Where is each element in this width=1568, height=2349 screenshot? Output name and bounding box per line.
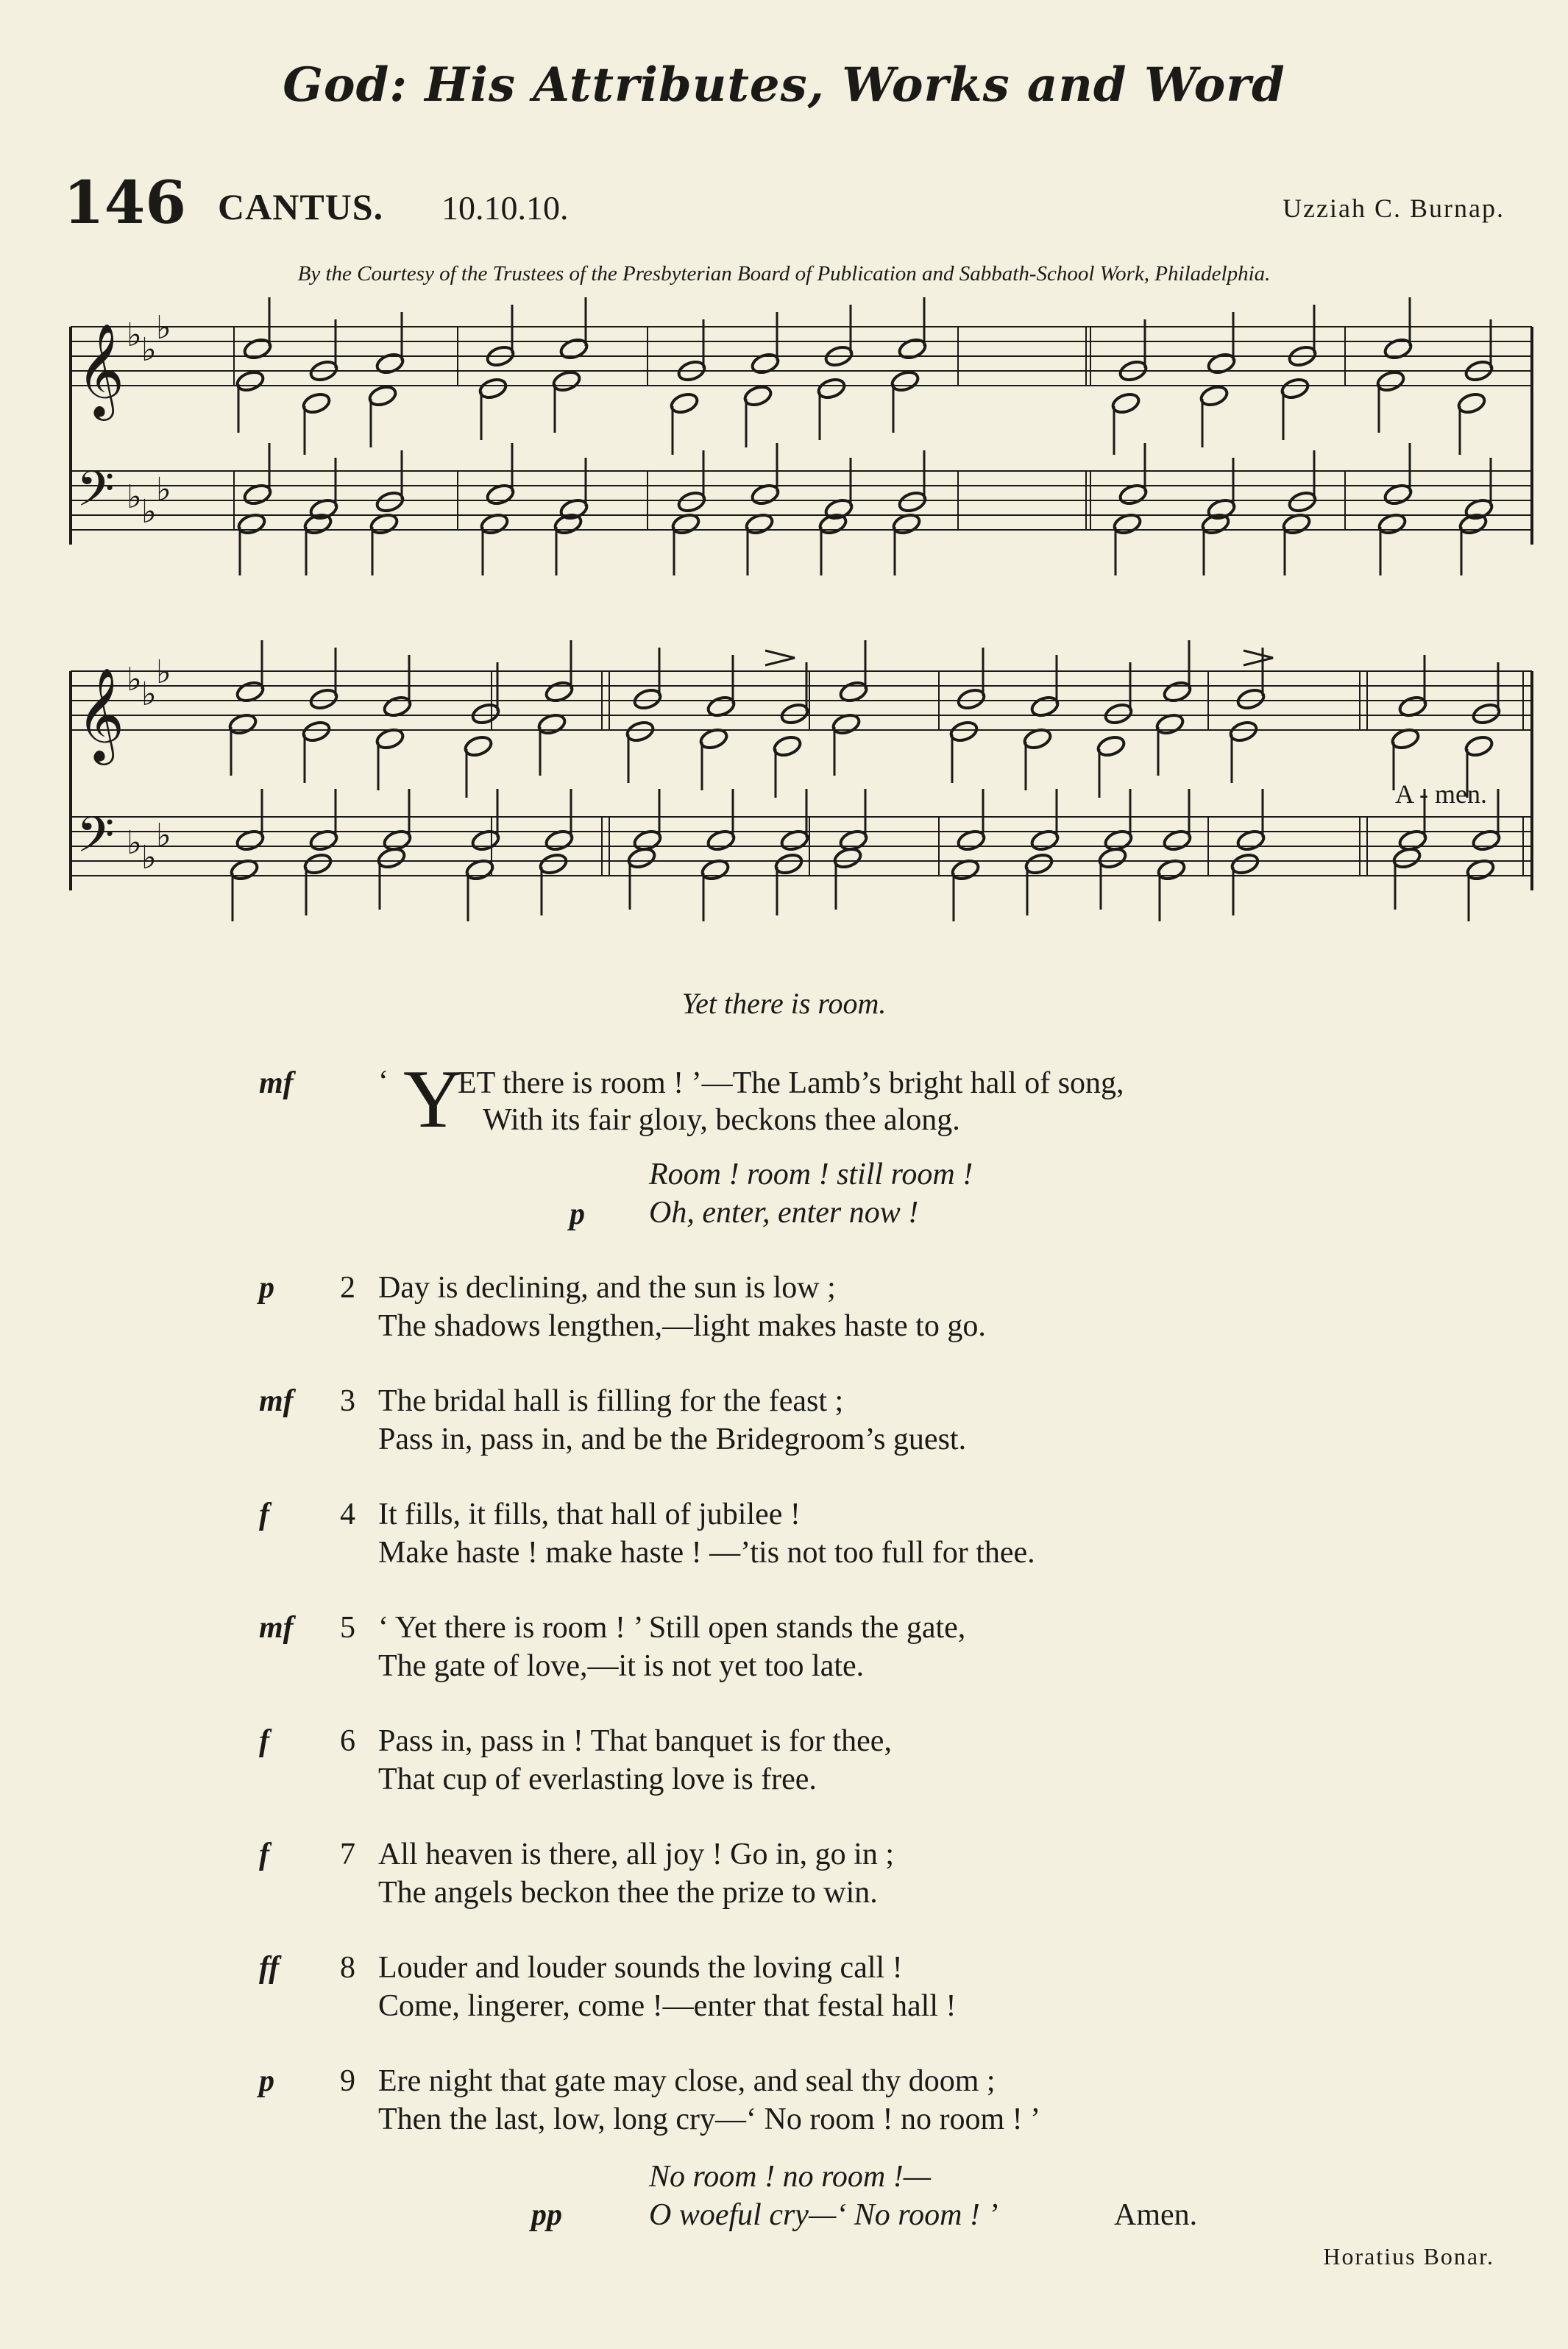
page-header-title: God: His Attributes, Works and Word <box>283 57 1285 113</box>
note-head <box>551 369 581 394</box>
note-head <box>626 846 656 871</box>
verse-number: 5 <box>340 1611 355 1645</box>
note-head <box>890 369 920 394</box>
author: Horatius Bonar. <box>1323 2243 1494 2270</box>
note-head <box>632 687 662 712</box>
verse-line-1: ‘ Yet there is room ! ’ Still open stands the gate, <box>378 1611 966 1645</box>
note-head <box>816 377 846 401</box>
verse-dynamic: p <box>259 1271 274 1305</box>
verse-line-2: Come, lingerer, come !—enter that festal hall ! <box>378 1989 957 2023</box>
note-head <box>1206 352 1236 376</box>
refrain-1-line-2: Oh, enter, enter now ! <box>649 1196 919 1230</box>
verse-number: 4 <box>340 1498 355 1531</box>
note-head <box>832 846 862 871</box>
courtesy-note: By the Courtesy of the Trustees of the Presbyterian Board of Publication and Sabbath-School Work, Philadelphia. <box>297 262 1271 286</box>
note-head <box>669 392 699 416</box>
flat-sign: ♭ <box>156 817 171 854</box>
meter: 10.10.10. <box>441 189 569 227</box>
verse-line-2: Make haste ! make haste ! —’tis not too full for thee. <box>378 1536 1035 1570</box>
accent-mark <box>1244 651 1273 665</box>
note-head <box>1235 687 1266 712</box>
note-head <box>1471 702 1501 726</box>
note-head <box>478 377 508 401</box>
treble-clef: 𝄞 <box>77 322 125 417</box>
hymn-number: 146 <box>63 168 186 237</box>
note-head <box>897 490 927 514</box>
note-head <box>376 846 406 871</box>
bass-clef: 𝄢 <box>77 461 115 529</box>
note-head <box>1024 852 1054 876</box>
note-head <box>1096 734 1126 759</box>
note-head <box>375 490 405 514</box>
refrain-2-line-1: No room ! no room !— <box>649 2160 932 2194</box>
flat-sign: ♭ <box>127 316 142 354</box>
flat-sign: ♭ <box>141 676 157 713</box>
note-head <box>1110 392 1140 416</box>
flat-sign: ♭ <box>141 493 157 531</box>
flat-sign: ♭ <box>156 471 171 509</box>
note-head <box>750 352 780 376</box>
note-head <box>772 734 802 759</box>
note-head <box>1228 720 1258 744</box>
note-head <box>1230 852 1260 876</box>
hymn-title: Yet there is room. <box>681 987 887 1020</box>
note-head <box>742 384 773 408</box>
note-head <box>897 337 927 361</box>
verse-line-2: The shadows lengthen,—light makes haste to go. <box>378 1309 986 1343</box>
note-head <box>676 490 706 514</box>
verse-dynamic: ff <box>259 1951 280 1985</box>
note-head <box>1287 490 1317 514</box>
flat-sign: ♭ <box>156 653 171 691</box>
note-head <box>558 337 589 361</box>
note-head <box>470 702 500 726</box>
verse-1-dropcap: Y <box>403 1054 463 1145</box>
refrain-1-line-1: Room ! room ! still room ! <box>649 1158 973 1191</box>
note-head <box>308 687 338 712</box>
note-head <box>1097 846 1127 871</box>
note-head <box>1280 377 1310 401</box>
refrain-2-dynamic: pp <box>531 2198 562 2232</box>
verse-dynamic: f <box>259 1498 269 1531</box>
note-head <box>1456 392 1486 416</box>
note-head <box>301 720 331 744</box>
verse-number: 3 <box>340 1384 355 1418</box>
verse-number: 7 <box>340 1838 355 1871</box>
composer: Uzziah C. Burnap. <box>1283 194 1505 223</box>
note-head <box>1199 384 1229 408</box>
note-head <box>463 734 493 759</box>
note-head <box>375 352 405 376</box>
note-head <box>1375 369 1405 394</box>
verse-dynamic: mf <box>259 1611 294 1645</box>
note-head <box>773 852 803 876</box>
note-head <box>1391 846 1422 871</box>
verse-dynamic: f <box>259 1724 269 1758</box>
accent-mark <box>765 651 795 665</box>
verse-number: 6 <box>340 1724 355 1758</box>
note-head <box>242 337 272 361</box>
verse-number: 8 <box>340 1951 355 1985</box>
flat-sign: ♭ <box>127 661 142 698</box>
note-head <box>625 720 655 744</box>
verse-line-1: Pass in, pass in ! That banquet is for thee, <box>378 1724 892 1758</box>
verse-dynamic: p <box>259 2064 274 2098</box>
verse-line-2: The gate of love,—it is not yet too late. <box>378 1649 865 1683</box>
flat-sign: ♭ <box>141 331 157 369</box>
note-head <box>779 702 809 726</box>
verse-line-1: It fills, it fills, that hall of jubilee ! <box>378 1498 801 1531</box>
verse-dynamic: f <box>259 1838 269 1871</box>
verse-1-line-1: ET there is room ! ’—The Lamb’s bright hall of song, <box>458 1066 1124 1100</box>
bass-clef: 𝄢 <box>77 807 115 875</box>
verse-line-1: Louder and louder sounds the loving call ! <box>378 1951 903 1985</box>
note-head <box>1383 337 1413 361</box>
note-head <box>1464 734 1494 759</box>
verse-1-dynamic: mf <box>259 1066 294 1100</box>
flat-sign: ♭ <box>141 839 157 876</box>
verse-line-2: The angels beckon thee the prize to win. <box>378 1876 878 1910</box>
verse-1-open-quote: ‘ <box>378 1065 389 1099</box>
tune-name: CANTUS. <box>218 186 384 227</box>
verse-line-1: The bridal hall is filling for the feast ; <box>378 1384 844 1418</box>
verse-number: 9 <box>340 2064 355 2098</box>
verse-line-1: Day is declining, and the sun is low ; <box>378 1271 836 1305</box>
verse-line-2: That cup of everlasting love is free. <box>378 1762 817 1796</box>
treble-clef: 𝄞 <box>77 667 125 761</box>
note-head <box>301 392 331 416</box>
note-head <box>948 720 979 744</box>
music-amen-lyric: A - men. <box>1395 779 1487 809</box>
note-head <box>235 369 265 394</box>
verse-dynamic: mf <box>259 1384 294 1418</box>
note-head <box>367 384 397 408</box>
flat-sign: ♭ <box>127 824 142 862</box>
note-head <box>302 852 333 876</box>
verse-line-1: Ere night that gate may close, and seal thy doom ; <box>378 2064 996 2098</box>
verse-line-2: Pass in, pass in, and be the Bridegroom’s guest. <box>378 1422 967 1456</box>
note-head <box>538 852 568 876</box>
verse-number: 2 <box>340 1271 355 1305</box>
note-head <box>1103 702 1133 726</box>
verse-1-line-2: With its fair gloıy, beckons thee along. <box>483 1103 960 1137</box>
verse-line-1: All heaven is there, all joy ! Go in, go in ; <box>378 1838 895 1871</box>
verse-line-2: Then the last, low, long cry—‘ No room ! no room ! ’ <box>378 2102 1041 2136</box>
flat-sign: ♭ <box>156 309 171 347</box>
refrain-1-dynamic: p <box>570 1197 585 1231</box>
flat-sign: ♭ <box>127 478 142 516</box>
amen: Amen. <box>1114 2198 1198 2232</box>
music-score <box>0 0 1568 957</box>
note-head <box>956 687 986 712</box>
refrain-2-line-2: O woeful cry—‘ No room ! ’ <box>649 2198 998 2232</box>
